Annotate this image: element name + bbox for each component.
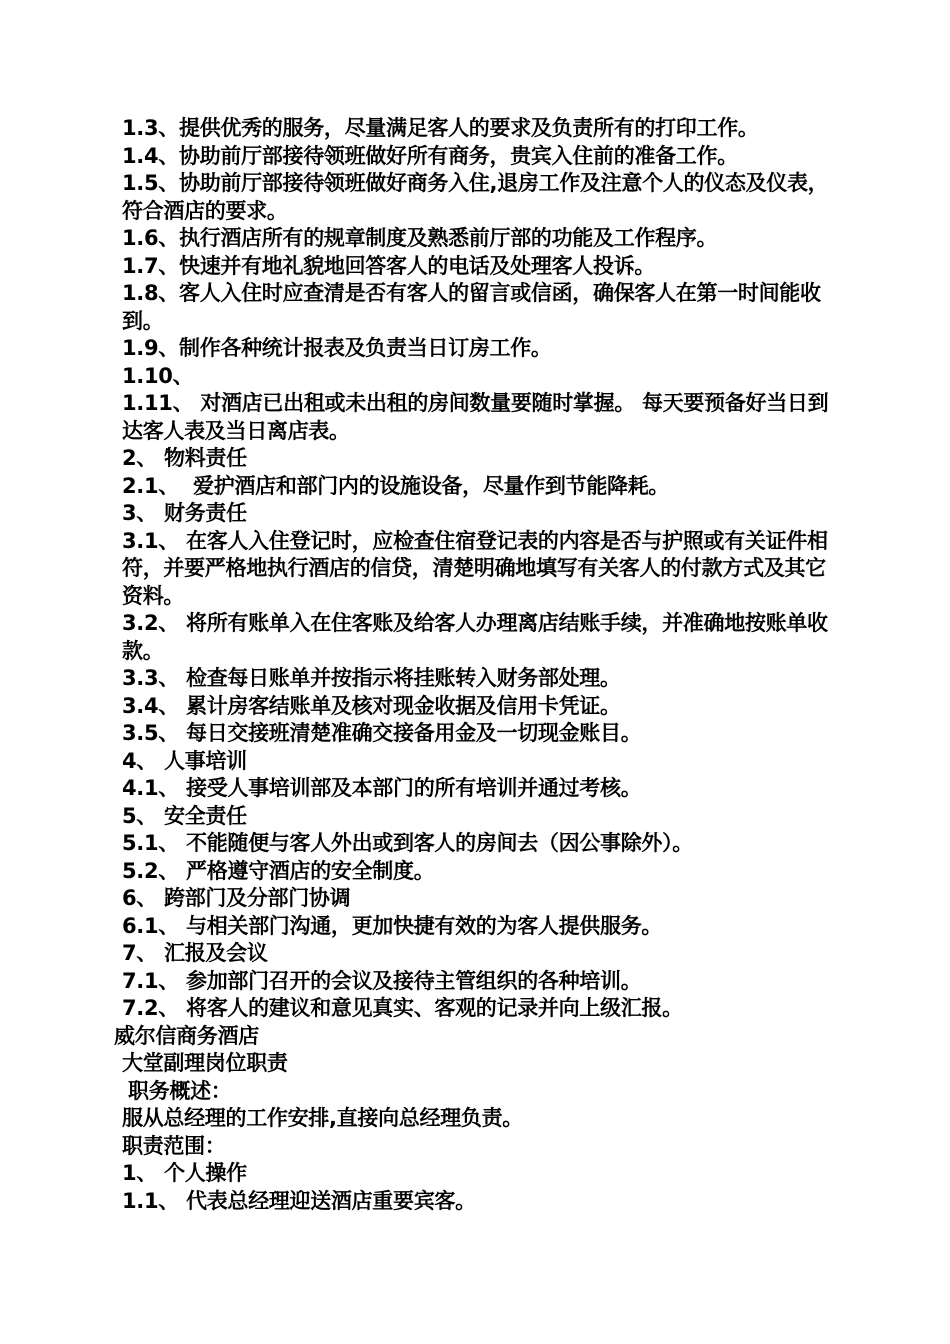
text-line: 1、 个人操作 — [122, 1161, 247, 1185]
text-line: 1.4、协助前厅部接待领班做好所有商务，贵宾入住前的准备工作。 — [122, 143, 738, 168]
text-line: 7.1、 参加部门召开的会议及接待主管组织的各种培训。 — [122, 968, 642, 993]
text-line: 2、 物料责任 — [122, 446, 247, 470]
text-line: 大堂副理岗位职责 — [122, 1051, 288, 1075]
text-line: 1.1、 代表总经理迎送酒店重要宾客。 — [122, 1188, 476, 1213]
text-line: 职务概述： — [128, 1078, 232, 1103]
text-line: 6.1、 与相关部门沟通，更加快捷有效的为客人提供服务。 — [122, 913, 663, 938]
text-line: 1.8、客人入住时应查清是否有客人的留言或信函，确保客人在第一时间能收到。 — [122, 281, 821, 333]
text-line: 3.1、 在客人入住登记时，应检查住宿登记表的内容是否与护照或有关证件相符，并要严格地执行酒店的信贷，清楚明确地填写有关客人的付款方式及其它资料。 — [122, 528, 828, 608]
text-line: 1.5、协助前厅部接待领班做好商务入住,退房工作及注意个人的仪态及仪表，符合酒店的要求。 — [122, 171, 829, 223]
text-line: 4.1、 接受人事培训部及本部门的所有培训并通过考核。 — [122, 776, 642, 800]
text-line: 服从总经理的工作安排,直接向总经理负责。 — [122, 1106, 523, 1130]
text-line: 4、 人事培训 — [122, 748, 247, 773]
text-line: 3、 财务责任 — [122, 501, 247, 525]
text-line: 2.1、 爱护酒店和部门内的设施设备，尽量作到节能降耗。 — [122, 473, 670, 498]
text-line: 威尔信商务酒店 — [114, 1023, 259, 1048]
text-line: 1.6、执行酒店所有的规章制度及熟悉前厅部的功能及工作程序。 — [122, 226, 718, 250]
text-line: 1.7、快速并有地礼貌地回答客人的电话及处理客人投诉。 — [122, 253, 656, 278]
text-line: 3.4、 累计房客结账单及核对现金收据及信用卡凭证。 — [122, 693, 621, 718]
text-line: 7.2、 将客人的建议和意见真实、客观的记录并向上级汇报。 — [122, 996, 683, 1020]
text-line: 1.10、 — [122, 363, 194, 388]
document-body — [114, 115, 844, 1215]
text-line: 1.9、制作各种统计报表及负责当日订房工作。 — [122, 336, 552, 360]
text-line: 3.3、 检查每日账单并按指示将挂账转入财务部处理。 — [122, 666, 621, 690]
text-line: 3.5、 每日交接班清楚准确交接备用金及一切现金账目。 — [122, 721, 642, 745]
text-line: 5、 安全责任 — [122, 803, 247, 828]
text-line: 职责范围： — [122, 1133, 226, 1158]
text-line: 6、 跨部门及分部门协调 — [122, 886, 351, 910]
text-line: 5.2、 严格遵守酒店的安全制度。 — [122, 858, 435, 883]
text-line: 5.1、 不能随便与客人外出或到客人的房间去（因公事除外）。 — [122, 831, 694, 855]
text-line: 1.3、提供优秀的服务，尽量满足客人的要求及负责所有的打印工作。 — [122, 116, 759, 140]
text-line: 7、 汇报及会议 — [122, 941, 268, 965]
text-line: 3.2、 将所有账单入在住客账及给客人办理离店结账手续，并准确地按账单收款。 — [122, 611, 828, 663]
text-line: 1.11、 对酒店已出租或未出租的房间数量要随时掌握。 每天要预备好当日到达客人表及当日离店表。 — [122, 391, 829, 443]
